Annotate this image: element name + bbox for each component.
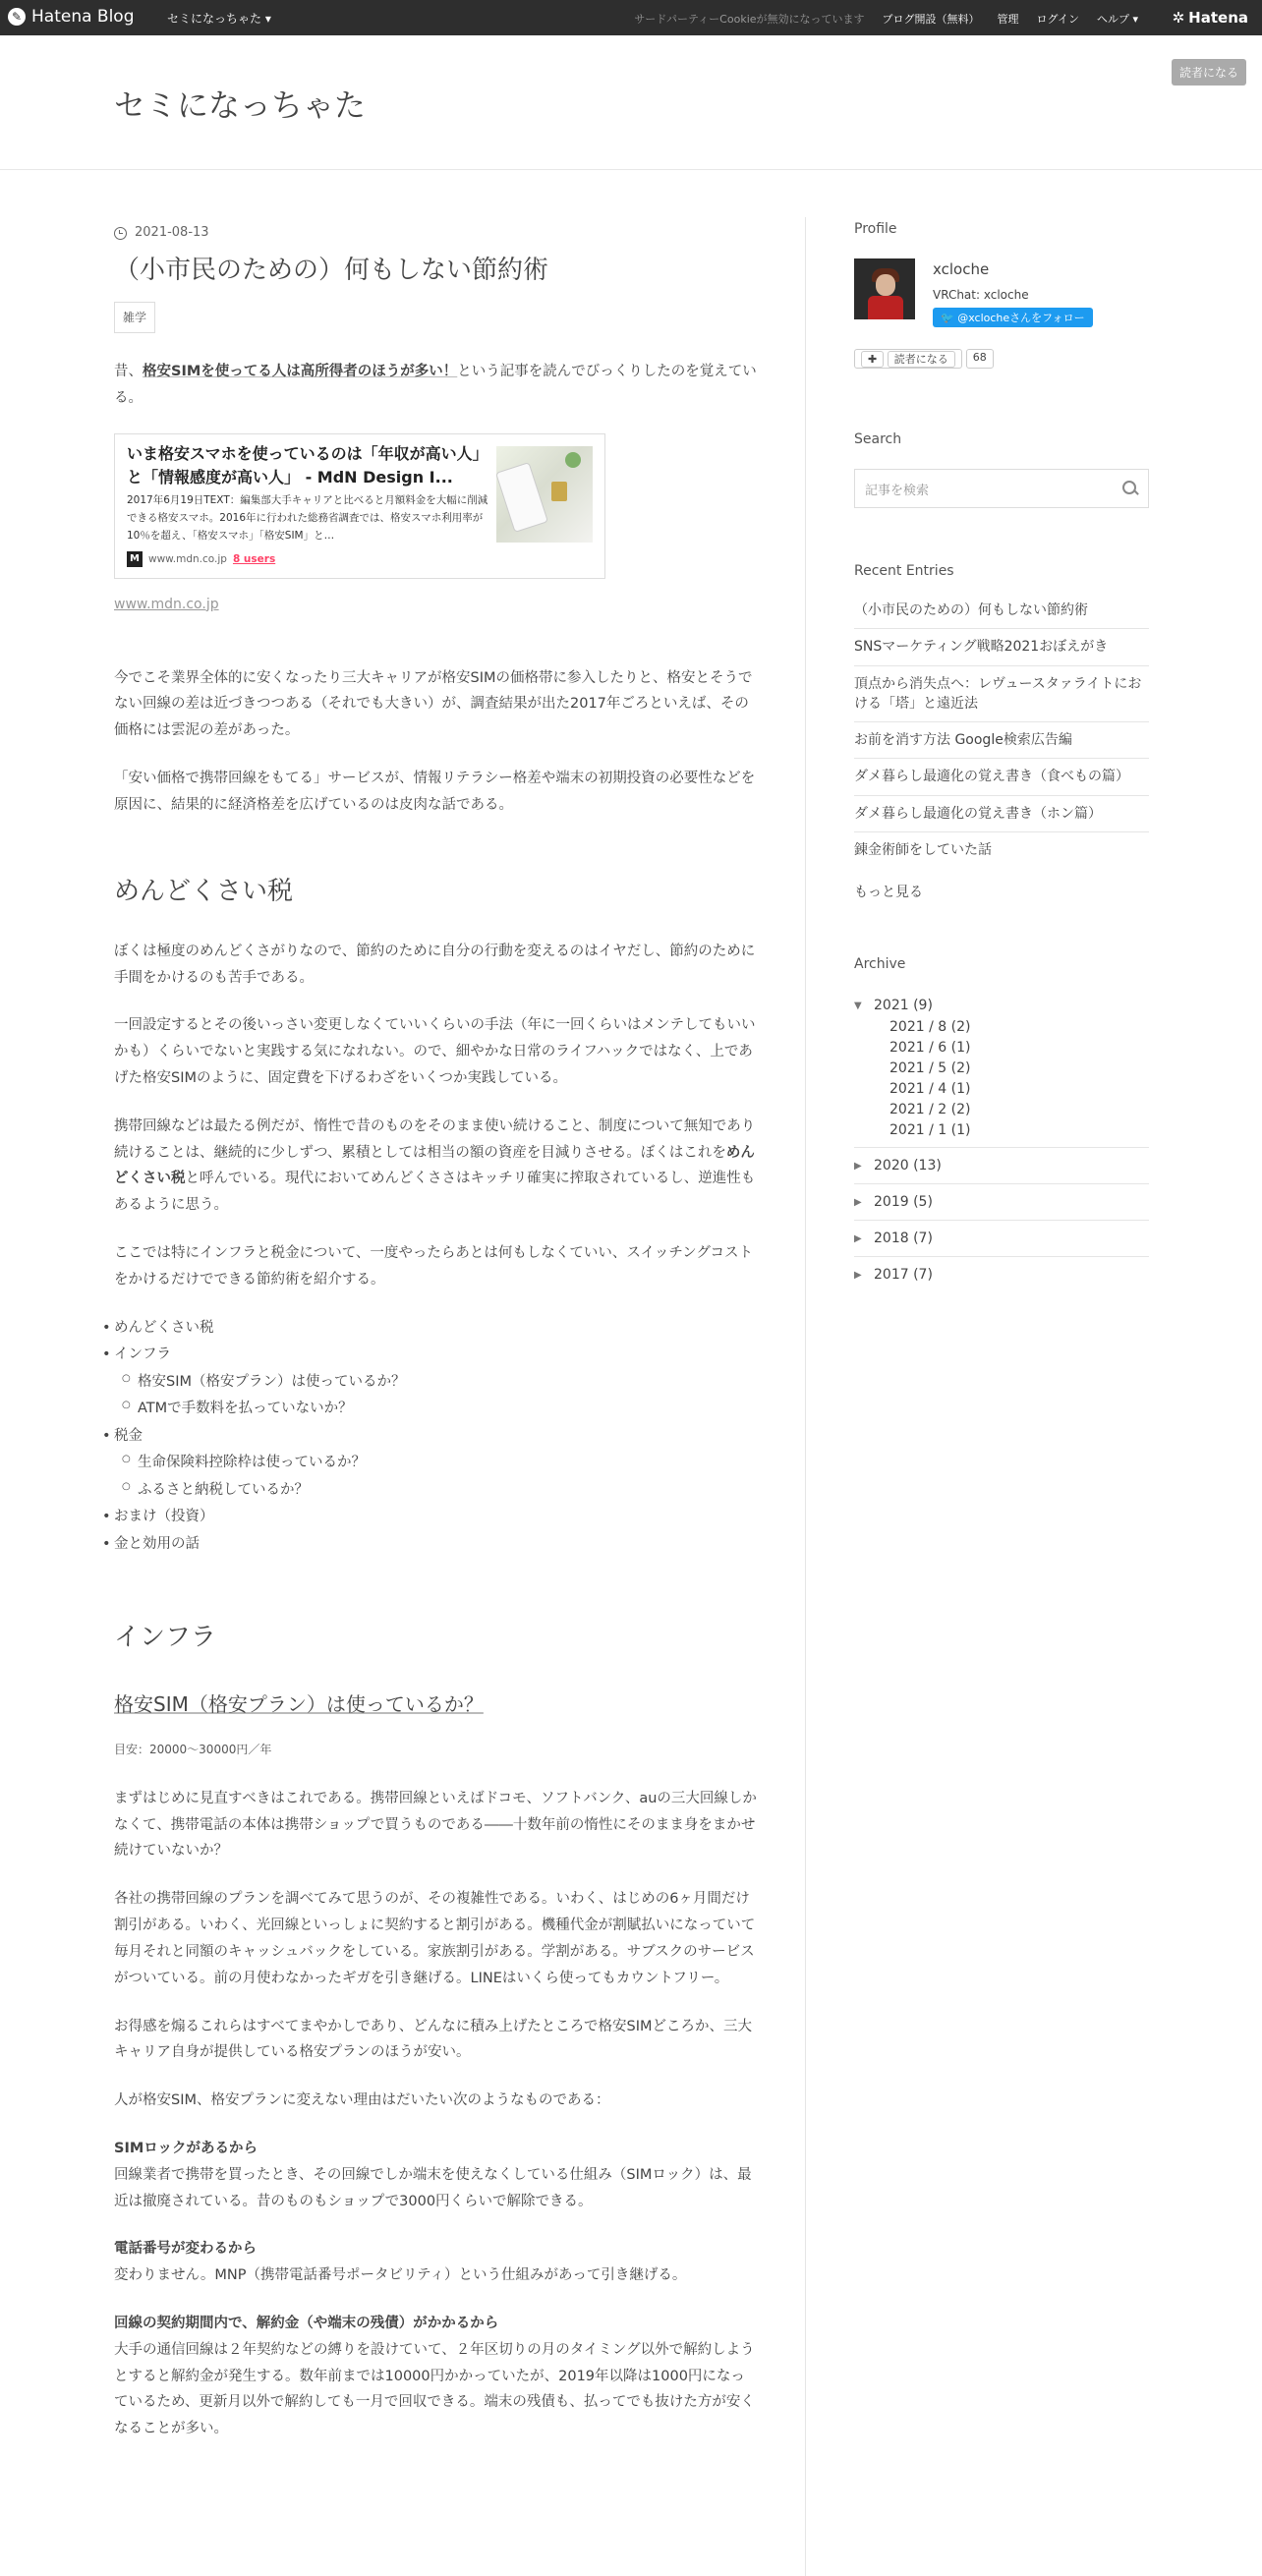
caret-down-icon: ▾: [1132, 13, 1138, 26]
hatena-brand-text: Hatena: [1188, 9, 1248, 27]
toc-item: [114, 1504, 759, 1531]
embed-card[interactable]: [114, 433, 605, 579]
triangle-down-icon: ▼: [854, 1000, 862, 1011]
embed-description: 2017年6月19日TEXT：編集部大手キャリアと比べると月額料金を大幅に削減できる格安スマホ。2016年に行われた総務省調査では、格安スマホ利用率が10％を超え、「格安スマホ」「格安SIM」と…: [127, 493, 488, 543]
twitter-follow-button[interactable]: [933, 308, 1093, 327]
global-header: [0, 0, 1262, 35]
recent-entry-link[interactable]: お前を消す方法 Google検索広告編: [854, 722, 1149, 759]
intro-bold: 格安SIMを使ってる人は高所得者のほうが多い！: [143, 364, 458, 380]
clock-icon: [114, 227, 127, 240]
intro-paragraph: [114, 359, 759, 412]
recent-entry-link[interactable]: 錬金術師をしていた話: [854, 842, 992, 859]
toc-link[interactable]: 金と効用の話: [114, 1536, 200, 1553]
sidebar-subscribe-button[interactable]: [854, 349, 962, 369]
archive-year[interactable]: [854, 994, 1149, 1017]
toc-subitem: [138, 1369, 759, 1397]
paragraph: 人が格安SIM、格安プランに変えない理由はだいたい次のようなものである：: [114, 2092, 610, 2109]
subsection-heading: 格安SIM（格安プラン）は使っているか？: [114, 1691, 484, 1716]
archive-months: [854, 1017, 1149, 1141]
archive-month-link[interactable]: 2021 / 1 (1): [889, 1122, 971, 1139]
toc-link[interactable]: インフラ: [114, 1346, 171, 1363]
toc-link[interactable]: めんどくさい税: [114, 1319, 214, 1336]
embed-meta: [127, 550, 275, 569]
twitter-label: @xclocheさんをフォロー: [957, 312, 1085, 324]
reason-heading: SIMロックがあるから: [114, 2140, 258, 2156]
login-link[interactable]: ログイン: [1036, 13, 1079, 26]
reason-block: [114, 2236, 759, 2289]
triangle-right-icon: ▶: [854, 1232, 862, 1244]
cost-note: 目安：20000〜30000円／年: [114, 1742, 272, 1756]
reason-heading: 回線の契約期間内で、解約金（や端末の残債）がかかるから: [114, 2316, 499, 2332]
recent-entry-link[interactable]: 頂点から消失点へ：レヴュースタァライトにおける「塔」と遠近法: [854, 666, 1149, 723]
reason-body: 変わりません。MNP（携帯電話番号ポータビリティ）という仕組みがあって引き継げる。: [114, 2267, 687, 2284]
recent-entry-link[interactable]: SNSマーケティング戦略2021おぼえがき: [854, 629, 1149, 665]
user-id: VRChat: xcloche: [933, 288, 1029, 302]
embed-thumbnail[interactable]: [496, 446, 593, 543]
section-heading: めんどくさい税: [114, 876, 294, 906]
paragraph: [114, 1114, 759, 1219]
recent-entry-link[interactable]: ダメ暮らし最適化の覚え書き（ホン篇）: [854, 796, 1149, 832]
intro-pre: 昔、: [114, 364, 143, 380]
section-heading: インフラ: [114, 1622, 217, 1652]
reason-body: 大手の通信回線は２年契約などの縛りを設けていて、２年区切りの月のタイミング以外で解約しようとすると解約金が発生する。数年前までは10000円かかっていたが、2019年以降は1000円になっているため、更新月以外で解約しても一月で回収できる。端末の残債も、払ってでも抜けた方が安くなることが多い。: [114, 2341, 755, 2437]
blog-select[interactable]: [167, 10, 271, 27]
p5-post: と呼んでいる。現代においてめんどくささはキッチリ確実に搾取されているし、逆進性もあるように思う。: [114, 1171, 756, 1214]
reason-body: 回線業者で携帯を買ったとき、その回線でしか端末を使えなくしている仕組み（SIMロック）は、最近は撤廃されている。昔のものもショップで3000円くらいで解除できる。: [114, 2166, 752, 2209]
toc-link[interactable]: 税金: [114, 1427, 143, 1444]
subscribe-button[interactable]: 読者になる: [1172, 59, 1246, 86]
cookie-notice: サードパーティーCookieが無効になっています: [634, 13, 865, 26]
toc-item: [114, 1423, 759, 1505]
archive-year[interactable]: [854, 1227, 1149, 1250]
archive-year[interactable]: [854, 1190, 1149, 1214]
recent-entry-link[interactable]: ダメ暮らし最適化の覚え書き（食べもの篇）: [854, 759, 1149, 795]
admin-link[interactable]: 管理: [997, 13, 1019, 26]
subscribe-widget: [854, 349, 1149, 369]
archive-year-label: 2017 (7): [874, 1267, 933, 1284]
recent-heading: Recent Entries: [854, 563, 954, 579]
triangle-right-icon: ▶: [854, 1196, 862, 1208]
site-favicon-icon: M: [127, 551, 143, 567]
archive-month-link[interactable]: 2021 / 5 (2): [889, 1060, 971, 1077]
category-tag[interactable]: 雑学: [114, 302, 155, 333]
logo-text: Hatena Blog: [31, 7, 135, 27]
archive-heading: Archive: [854, 956, 906, 973]
subscriber-count: 68: [966, 349, 994, 369]
paragraph: まずはじめに見直すべきはこれである。携帯回線といえばドコモ、ソフトバンク、auの三大回線しかなくて、携帯電話の本体は携帯ショップで買うものである――十数年前の惰性にそのまま身をまかせ続けていないか？: [114, 1790, 757, 1860]
more-link[interactable]: もっと見る: [854, 885, 923, 901]
twitter-bird-icon: 🐦: [941, 312, 954, 324]
toc-item: [114, 1342, 759, 1423]
hatena-mark-icon: ✲: [1172, 9, 1185, 27]
date-text[interactable]: 2021-08-13: [135, 225, 209, 240]
reason-block: [114, 2136, 759, 2214]
triangle-right-icon: ▶: [854, 1269, 862, 1281]
user-name[interactable]: xcloche: [933, 260, 990, 278]
toc-subitem: [138, 1477, 759, 1505]
toc-link[interactable]: ふるさと納税しているか？: [138, 1481, 309, 1498]
caret-down-icon: ▾: [264, 12, 271, 26]
blog-select-label: セミになっちゃた: [167, 12, 262, 26]
archive-year-label: 2020 (13): [874, 1158, 942, 1174]
profile-module: [854, 258, 1149, 327]
toc-link[interactable]: おまけ（投資）: [114, 1509, 214, 1525]
blog-title[interactable]: セミになっちゃた: [114, 86, 367, 124]
reason-heading: 電話番号が変わるから: [114, 2241, 257, 2258]
recent-entry-link[interactable]: （小市民のための）何もしない節約術: [854, 593, 1149, 629]
toc-link[interactable]: 格安SIM（格安プラン）は使っているか？: [138, 1373, 406, 1390]
embed-site[interactable]: www.mdn.co.jp: [148, 552, 227, 565]
reason-block: [114, 2311, 759, 2442]
archive-module: [854, 994, 1149, 1287]
p5-pre: 携帯回線などは最たる例だが、惰性で昔のものをそのまま使い続けること、制度について無知であり続けることは、継続的に少しずつ、累積としては相当の額の資産を目減りさせる。ぼくはこれを: [114, 1117, 756, 1161]
profile-heading: Profile: [854, 221, 897, 237]
paragraph: ぼくは極度のめんどくさがりなので、節約のために自分の行動を変えるのはイヤだし、節約のために手間をかけるのも苦手である。: [114, 943, 756, 986]
help-menu[interactable]: [1097, 11, 1138, 27]
archive-month-link[interactable]: 2021 / 2 (2): [889, 1102, 971, 1118]
triangle-right-icon: ▶: [854, 1160, 862, 1172]
plus-icon: ✚: [861, 351, 884, 368]
toc-item: [114, 1531, 759, 1559]
recent-entries: [854, 593, 1149, 868]
blog-header: [0, 35, 1262, 170]
source-link[interactable]: www.mdn.co.jp: [114, 596, 219, 612]
paragraph: 「安い価格で携帯回線をもてる」サービスが、情報リテラシー格差や端末の初期投資の必要性などを原因に、結果的に経済格差を広げているのは皮肉な話である。: [114, 770, 756, 813]
paragraph: ここでは特にインフラと税金について、一度やったらあとは何もしなくていい、スイッチングコストをかけるだけでできる節約術を紹介する。: [114, 1245, 754, 1288]
embed-title[interactable]: いま格安スマホを使っているのは「年収が高い人」と「情報感度が高い人」 - MdN Design I...: [127, 443, 488, 487]
hatena-logo-icon: ✎: [8, 8, 26, 26]
hatena-bookmark-count[interactable]: 8 users: [232, 552, 276, 565]
help-label: ヘルプ: [1096, 13, 1129, 26]
archive-month-link[interactable]: 2021 / 8 (2): [889, 1019, 971, 1036]
paragraph: 一回設定するとその後いっさい変更しなくていいくらいの手法（年に一回くらいはメンテしてもいいかも）くらいでないと実践する気になれない。ので、細やかな日常のライフハックではなく、上であげた格安SIMのように、固定費を下げるわざをいくつか実践している。: [114, 1017, 756, 1086]
article-title[interactable]: （小市民のための）何もしない節約術: [114, 256, 549, 286]
paragraph: 今でこそ業界全体的に安くなったり三大キャリアが格安SIMの価格帯に参入したりと、格安とそうでない回線の差は近づきつつある（それでも大きい）が、調査結果が出た2017年ごろといえば、その価格には雲泥の差があった。: [114, 669, 753, 739]
paragraph: お得感を煽るこれらはすべてまやかしであり、どんなに積み上げたところで格安SIMどころか、三大キャリア自身が提供している格安プランのほうが安い。: [114, 2018, 753, 2061]
archive-month-link[interactable]: 2021 / 6 (1): [889, 1040, 971, 1057]
paragraph: 各社の携帯回線のプランを調べてみて思うのが、その複雑性である。いわく、はじめの6ヶ月間だけ割引がある。いわく、光回線といっしょに契約すると割引がある。機種代金が割賦払いになっていて毎月それと同額のキャッシュバックをしている。家族割引がある。学割がある。サブスクのサービスがついている。前の月使わなかったギガを引き継げる。LINEはいくら使ってもカウントフリー。: [114, 1891, 756, 1986]
archive-year-label: 2021 (9): [874, 998, 933, 1014]
subscribe-label: 読者になる: [888, 351, 955, 368]
header-nav: [634, 11, 1138, 27]
column-divider: [805, 217, 806, 2576]
archive-year-label: 2018 (7): [874, 1231, 933, 1247]
p5-bold: めんどくさい税: [114, 1144, 755, 1187]
article: [114, 221, 759, 2464]
archive-month-link[interactable]: 2021 / 4 (1): [889, 1081, 971, 1098]
archive-year[interactable]: [854, 1263, 1149, 1287]
table-of-contents: [114, 1315, 759, 1559]
search-placeholder: 記事を検索: [865, 484, 930, 498]
avatar[interactable]: [854, 258, 915, 319]
toc-subitem: [138, 1396, 759, 1423]
hatena-brand[interactable]: [1173, 9, 1248, 27]
toc-subitem: [138, 1450, 759, 1477]
hatena-blog-logo[interactable]: [8, 7, 135, 27]
archive-year-label: 2019 (5): [874, 1194, 933, 1211]
search-icon[interactable]: [1122, 481, 1136, 494]
toc-link[interactable]: 生命保険料控除枠は使っているか？: [138, 1455, 366, 1471]
intro-post: という記事を読んでびっくりしたのを覚えている。: [114, 364, 757, 406]
search-heading: Search: [854, 431, 902, 447]
toc-item: [114, 1315, 759, 1343]
toc-link[interactable]: ATMで手数料を払っていないか？: [138, 1401, 353, 1417]
sidebar: [854, 221, 1149, 1287]
article-date: [114, 221, 759, 245]
search-input[interactable]: [854, 469, 1149, 508]
open-blog-link[interactable]: ブログ開設（無料）: [882, 13, 980, 26]
archive-year[interactable]: [854, 1154, 1149, 1177]
